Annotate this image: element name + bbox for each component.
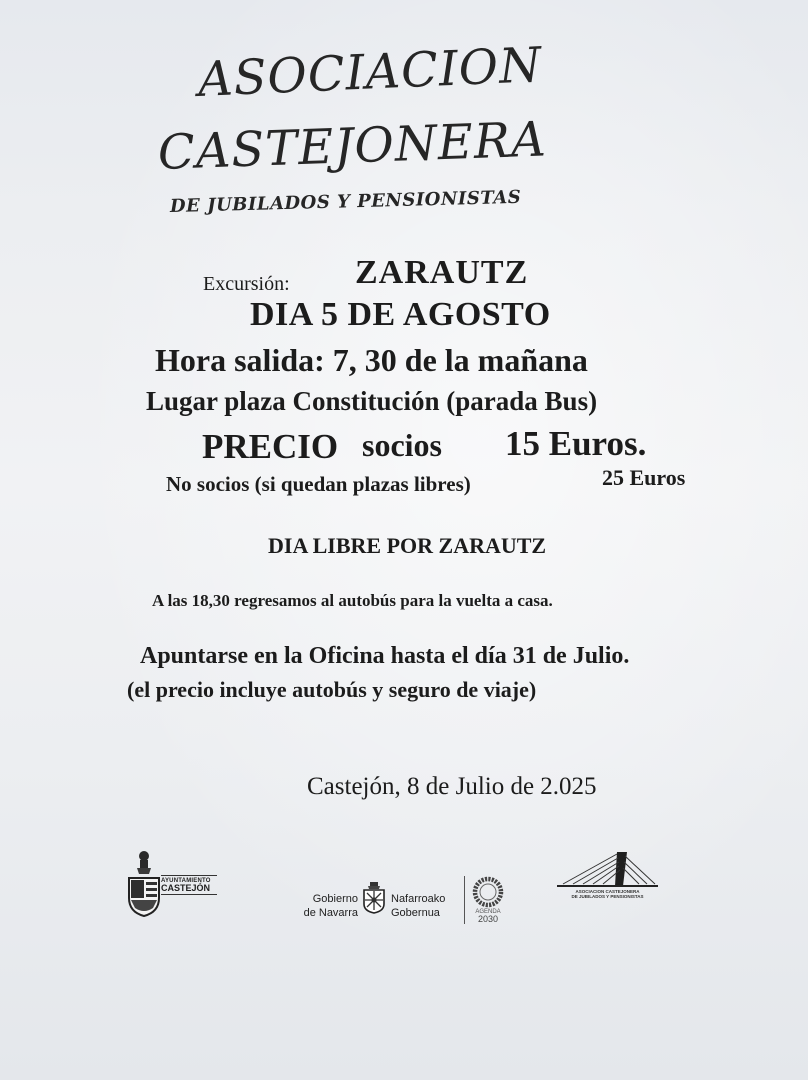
agenda-logo-line1: AGENDA [475,909,501,915]
navarra-logo-basque [391,892,461,920]
excursion-date: DIA 5 DE AGOSTO [250,296,551,333]
navarra-logo-eu-line2: Gobernua [391,907,440,919]
title-subtitle: DE JUBILADOS Y PENSIONISTAS [169,186,522,217]
departure-time: Hora salida: 7, 30 de la mañana [155,342,588,378]
castejon-coat-of-arms-icon [125,848,161,920]
price-includes-note: (el precio incluye autobús y seguro de viaje) [127,677,537,702]
ayuntamiento-castejon-logo [125,848,220,920]
price-members-amount: 15 Euros. [505,424,647,463]
agenda-2030-text [470,909,506,923]
bridge-icon [555,850,660,890]
ayuntamiento-logo-text [161,875,217,895]
excursion-destination: ZARAUTZ [355,254,529,291]
navarra-logo-spanish [292,892,358,920]
excursion-label: Excursión: [203,273,290,295]
agenda-2030-logo [470,876,506,926]
navarra-logo-eu-line1: Nafarroako [391,893,446,905]
signup-note: Apuntarse en la Oficina hasta el día 31 de Julio. [140,643,630,669]
non-members-amount: 25 Euros [602,465,686,490]
asociacion-logo-line2: DE JUBILADOS Y PENSIONISTAS [571,894,644,899]
navarra-shield-icon [362,880,386,914]
price-members-label: socios [362,427,442,463]
free-day-note: DIA LIBRE POR ZARAUTZ [268,533,547,558]
return-note: A las 18,30 regresamos al autobús para la vuelta a casa. [152,591,553,610]
logo-divider [464,876,465,924]
asociacion-castejonera-logo [555,850,660,905]
title-line-1: ASOCIACION [196,37,544,108]
asociacion-logo-line1: ASOCIACION CASTEJONERA [575,889,640,894]
price-label: PRECIO [202,427,339,466]
agenda-logo-line2: 2030 [477,914,499,924]
ayuntamiento-logo-line2: CASTEJÓN [161,883,211,893]
navarra-logo-es-line1: Gobierno [312,893,358,905]
navarra-logo-es-line2: de Navarra [303,907,358,919]
meeting-location: Lugar plaza Constitución (parada Bus) [146,386,598,416]
non-members-label: No socios (si quedan plazas libres) [166,472,471,496]
place-and-date: Castejón, 8 de Julio de 2.025 [307,773,597,800]
title-line-2: CASTEJONERA [157,111,548,181]
ayuntamiento-logo-line1: AYUNTAMIENTO [161,878,211,884]
asociacion-logo-text [555,889,660,899]
agenda-2030-wheel-icon [470,876,506,908]
gobierno-navarra-logo [292,876,512,926]
